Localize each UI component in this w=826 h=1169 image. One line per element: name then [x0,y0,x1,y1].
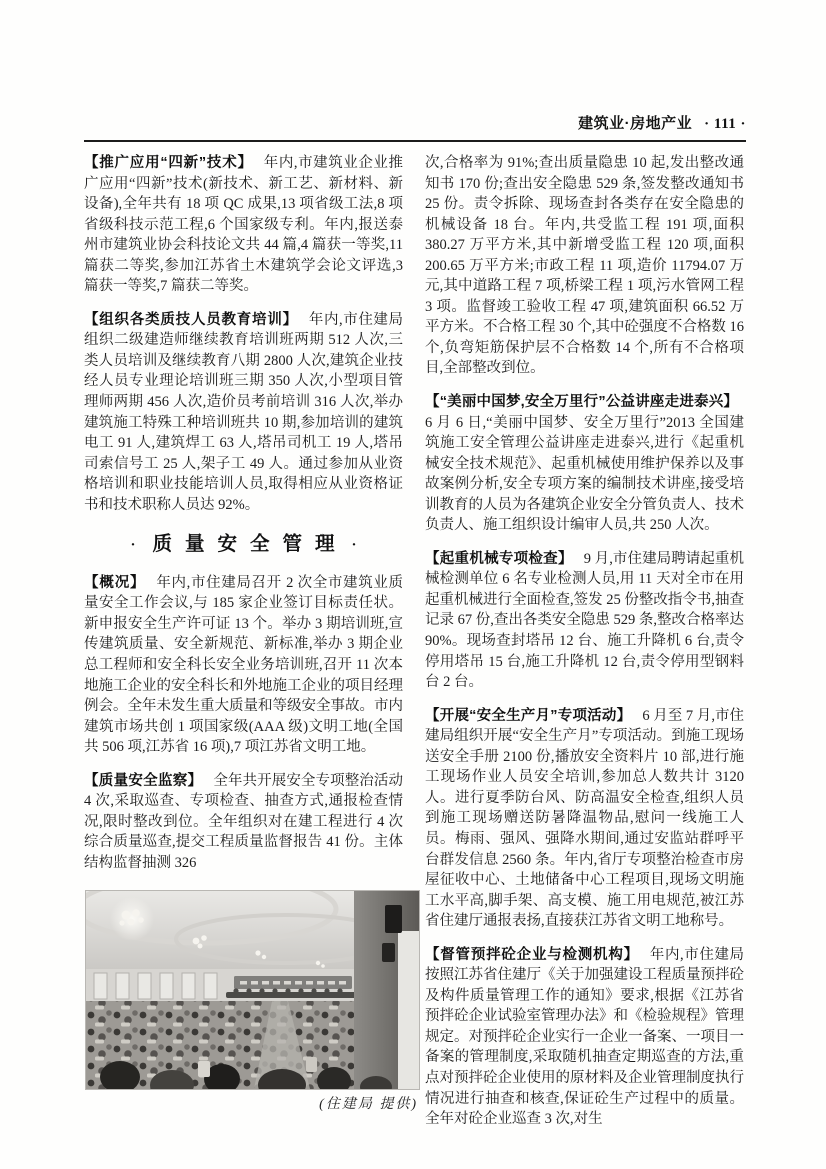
running-head [84,112,746,133]
entry-heading: 【组织各类质技人员教育培训】 [84,311,298,328]
entry-heading: 【“美丽中国梦,安全万里行”公益讲座走进泰兴】 [425,394,739,411]
header-rule [84,140,746,142]
section-title-text: 质量安全管理 [152,534,348,556]
paragraph-quality-inspection [84,771,403,874]
paragraph-safety-month [425,706,744,932]
section-title-quality-safety [84,535,403,556]
paragraph-overview [84,573,403,758]
entry-heading: 【质量安全监察】 [84,772,203,789]
page-content [84,112,746,1130]
entry-heading: 【概况】 [84,574,146,591]
conference-photo [85,890,418,1116]
entry-heading: 【推广应用“四新”技术】 [84,155,253,171]
running-head-section: 建筑业·房地产业 [578,115,693,132]
paragraph-concrete-supervision [425,945,744,1130]
left-column [84,153,418,1130]
paragraph-lecture-taixing [425,392,744,536]
entry-body: 6 月至 7 月,市住建局组织开展“安全生产月”专项活动。到施工现场送安全手册 2100 份,播放安全资料片 10 部,进行施工现场作业人员安全培训,参加总人数共计 3120 人。进行夏季防台风、防高温安全检查,组织人员到施工现场赠送防暑降温物品,慰问一线施工人员。梅雨、强风、强降水期间,通过安监站群呼平台群发信息 2560 条。年内,省厅专项整治检查市房屋征收中心、土地储备中心工程项目,现场文明施工水平高,脚手架、高支模、施工用电规范,被江苏省住建厅通报表扬,直接获江苏省文明工地称号。 [425,707,745,930]
entry-body: 年内,市住建局召开 2 次全市建筑业质量安全工作会议,与 185 家企业签订目标责任状。新申报安全生产许可证 13 个。举办 3 期培训班,宣传建筑质量、安全新规范、新标准,举办 3 期企业总工程师和安全科长安全业务培训班,召开 11 次本地施工企业的安全科长和外地施工企业的项目经理例会。全年未发生重大质量和等级安全事故。市内建筑市场共创 1 项国家级(AAA 级)文明工地(全国共 506 项,江苏省 16 项),7 项江苏省文明工地。 [84,574,403,756]
two-column-text [84,153,746,1130]
page-number: · 111 · [704,116,746,132]
title-left-dot: · [130,537,136,554]
entry-heading: 【开展“安全生产月”专项活动】 [425,707,632,724]
entry-heading: 【起重机械专项检查】 [425,550,573,567]
right-column [425,153,744,1130]
paragraph-continuation [425,153,744,379]
conference-hall-illustration [85,890,420,1090]
photo-credit: (住建局 提供) [319,1096,418,1112]
entry-body: 全年共开展安全专项整治活动 4 次,采取巡查、专项检查、抽查方式,通报检查情况,限时整改到位。全年组织对在建工程进行 4 次综合质量巡查,提交工程质量监督报告 41 份。主体结构监督抽测 326 [84,772,403,871]
paragraph-education-training [84,310,403,515]
entry-body: 6 月 6 日,“美丽中国梦、安全万里行”2013 全国建筑施工安全管理公益讲座走进泰兴,进行《起重机械安全技术规范》、起重机械使用维护保养以及事故案例分析,安全专项方案的编制技术讲座,接受培训教育的人员为各建筑企业安全分管负责人、技术负责人、施工组织设计编审人员,共 250 人次。 [425,414,744,534]
entry-body: 次,合格率为 91%;查出质量隐患 10 起,发出整改通知书 170 份;查出安全隐患 529 条,签发整改通知书 25 份。责令拆除、现场查封各类存在安全隐患的机械设备 18 台。年内,共受监工程 191 项,面积 380.27 万平方米,其中新增受监工程 120 项,面积 200.65 万平方米;市政工程 11 项,造价 11794.07 万元,其中道路工程 7 项,桥梁工程 1 项,污水管网工程 3 项。监督竣工验收工程 47 项,建筑面积 66.52 万平方米。不合格工程 30 个,其中砼强度不合格数 16 个,负弯矩筋保护层不合格数 14 个,所有不合格项目,全部整改到位。 [425,155,744,377]
entry-heading: 【督管预拌砼企业与检测机构】 [425,946,639,963]
entry-body: 年内,市建筑业企业推广应用“四新”技术(新技术、新工艺、新材料、新设备),全年共有 18 项 QC 成果,13 项省级工法,8 项省级科技示范工程,6 个国家级专利。年内,报送泰州市建筑业协会科技论文共 44 篇,4 篇获一等奖,11 篇获二等奖,参加江苏省土木建筑学会论文评选,3 篇获一等奖,7 篇获二等奖。 [84,155,404,295]
paragraph-four-new-tech [84,153,403,297]
entry-body: 年内,市住建局组织二级建造师继续教育培训班两期 512 人次,三类人员培训及继续教育八期 2800 人次,建筑企业技经人员专业理论培训班三期 350 人次,小型项目管理师两期 456 人次,造价员考前培训 316 人次,举办建筑施工特殊工种培训班共 10 期,参加培训的建筑电工 91 人,建筑焊工 63 人,塔吊司机工 19 人,塔吊司索信号工 25 人,架子工 49 人。通过参加从业资格培训和职业技能培训人员,取得相应从业资格证书和技术职称人员达 92%。 [84,311,403,513]
title-right-dot: · [351,537,357,554]
entry-body: 9 月,市住建局聘请起重机械检测单位 6 名专业检测人员,用 11 天对全市在用起重机械进行全面检查,签发 25 份整改指令书,抽查记录 67 份,查出各类安全隐患 529 条,整改合格率达 90%。现场查封塔吊 12 台、施工升降机 6 台,责令停用塔吊 15 台,施工升降机 12 台,责令停用型钢料台 2 台。 [425,550,745,691]
paragraph-crane-inspection [425,549,744,693]
entry-body: 年内,市住建局按照江苏省住建厅《关于加强建设工程质量预拌砼及构件质量管理工作的通知》要求,根据《江苏省预拌砼企业试验室管理办法》和《检验规程》管理规定。对预拌砼企业实行一企业一备案、一项目一备案的管理制度,采取随机抽查定期巡查的方法,重点对预拌砼企业使用的原材料及企业管理制度执行情况进行抽查和核查,保证砼生产过程中的质量。全年对砼企业巡查 3 次,对生 [425,946,744,1128]
